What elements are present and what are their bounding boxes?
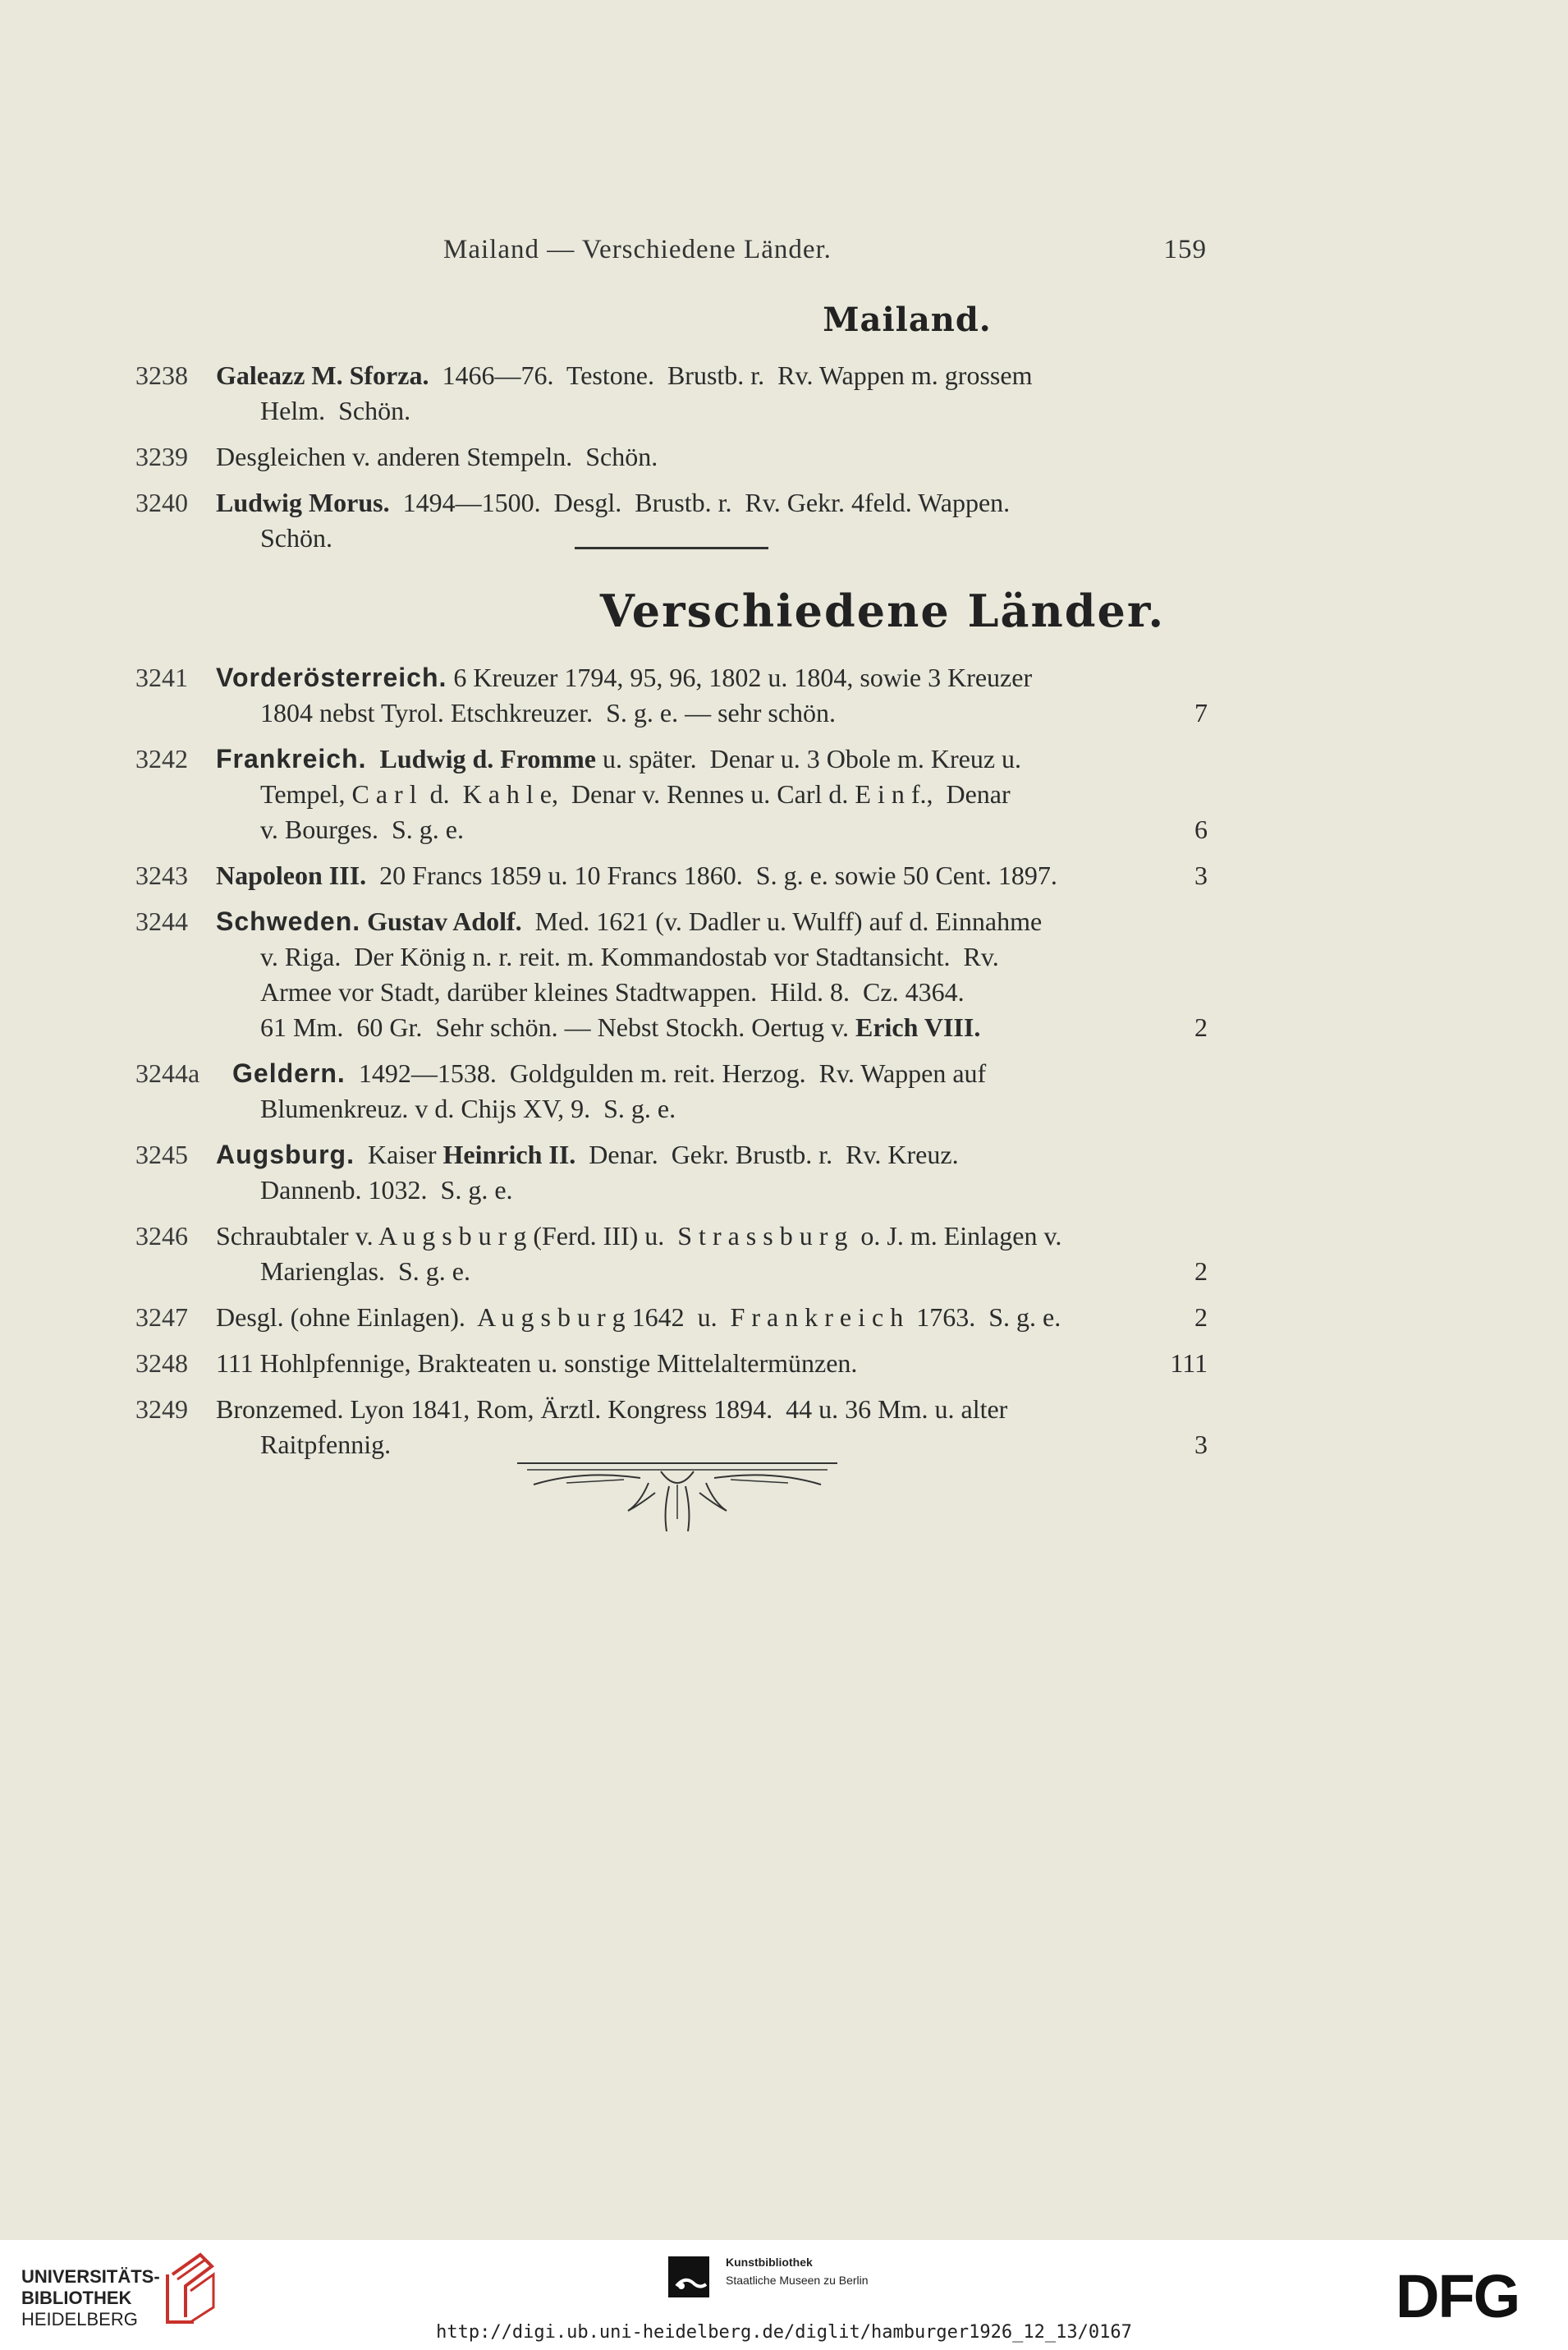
lot-number: 3238 bbox=[135, 360, 188, 390]
entry-text-part: Med. 1621 (v. Dadler u. Wulff) auf d. Einnahme bbox=[521, 906, 1043, 936]
lot-number: 3248 bbox=[135, 1348, 188, 1378]
entry-heading: Augsburg. bbox=[216, 1140, 355, 1169]
entry-text-part: 1466—76. Testone. Brustb. r. Rv. Wappen m. grossem bbox=[429, 360, 1033, 390]
lot-quantity: 3 bbox=[1194, 1430, 1208, 1459]
lot-quantity: 2 bbox=[1194, 1256, 1208, 1286]
catalogue-entry bbox=[135, 741, 1208, 847]
library-logo-icon bbox=[161, 2250, 218, 2324]
entry-line bbox=[260, 393, 1208, 429]
lot-number: 3246 bbox=[135, 1221, 188, 1251]
entry-line bbox=[260, 939, 1208, 975]
entry-text bbox=[260, 1254, 470, 1289]
entry-text bbox=[260, 777, 1011, 812]
library-line-1: UNIVERSITÄTS- bbox=[21, 2266, 160, 2287]
entry-heading: Gustav Adolf. bbox=[367, 906, 522, 936]
lot-number: 3249 bbox=[135, 1394, 188, 1424]
entry-line bbox=[260, 1091, 1208, 1127]
library-name bbox=[21, 2266, 160, 2330]
entry-line bbox=[216, 858, 1208, 893]
lot-quantity: 3 bbox=[1194, 861, 1208, 890]
entry-text-part bbox=[360, 906, 367, 936]
entry-line bbox=[260, 975, 1208, 1010]
entry-text bbox=[216, 358, 1032, 393]
entry-heading: Ludwig Morus. bbox=[216, 488, 390, 517]
entry-line bbox=[260, 1254, 1208, 1289]
lot-quantity: 2 bbox=[1194, 1302, 1208, 1332]
entry-line bbox=[216, 1346, 1208, 1381]
museum-name bbox=[726, 2253, 869, 2289]
lot-quantity: 2 bbox=[1194, 1012, 1208, 1042]
entry-line bbox=[216, 1392, 1208, 1427]
entry-text-part: 1492—1538. Goldgulden m. reit. Herzog. Rv. Wappen auf bbox=[345, 1058, 987, 1088]
entry-heading: Frankreich. bbox=[216, 744, 367, 773]
entry-line bbox=[216, 1300, 1208, 1335]
entry-text bbox=[260, 695, 836, 731]
museum-line-2: Staatliche Museen zu Berlin bbox=[726, 2274, 869, 2287]
lot-number: 3242 bbox=[135, 744, 188, 773]
entry-text-part: Raitpfennig. bbox=[260, 1430, 392, 1459]
lot-quantity: 6 bbox=[1194, 815, 1208, 844]
kunstbibliothek-logo-icon bbox=[668, 2253, 714, 2299]
catalogue-entry bbox=[135, 1346, 1208, 1381]
entry-text-part: Desgleichen v. anderen Stempeln. Schön. bbox=[216, 442, 658, 471]
entry-line bbox=[216, 741, 1208, 777]
entry-text bbox=[216, 1346, 857, 1381]
entry-line bbox=[260, 812, 1208, 847]
entry-text bbox=[216, 1300, 1061, 1335]
entry-text bbox=[216, 904, 1042, 939]
entry-line bbox=[260, 777, 1208, 812]
lot-quantity: 7 bbox=[1194, 698, 1208, 727]
catalogue-entry bbox=[135, 904, 1208, 1045]
entry-text bbox=[216, 1392, 1007, 1427]
entry-text-part: Armee vor Stadt, darüber kleines Stadtwappen. Hild. 8. Cz. 4364. bbox=[260, 977, 965, 1007]
entry-line bbox=[216, 660, 1208, 695]
entry-line bbox=[216, 1219, 1208, 1254]
catalogue-entry bbox=[135, 358, 1208, 429]
entry-text-part: 1804 nebst Tyrol. Etschkreuzer. S. g. e. — sehr schön. bbox=[260, 698, 837, 727]
entry-text-part: Desgl. (ohne Einlagen). A u g s b u r g 1642 u. F r a n k r e i c h 1763. S. g. e. bbox=[216, 1302, 1061, 1332]
library-line-3: HEIDELBERG bbox=[21, 2309, 138, 2329]
catalogue-entry bbox=[135, 858, 1208, 893]
lot-number: 3244 bbox=[135, 906, 188, 936]
entry-text bbox=[216, 741, 1021, 777]
entry-text bbox=[216, 1137, 959, 1173]
entry-text bbox=[216, 1219, 1061, 1254]
lot-number: 3239 bbox=[135, 442, 188, 471]
entry-heading: Galeazz M. Sforza. bbox=[216, 360, 429, 390]
entry-text-part: 6 Kreuzer 1794, 95, 96, 1802 u. 1804, sowie 3 Kreuzer bbox=[447, 663, 1033, 692]
lot-number: 3241 bbox=[135, 663, 188, 692]
section-divider bbox=[575, 547, 768, 549]
entry-text bbox=[260, 1010, 980, 1045]
catalogue-entry bbox=[135, 439, 1208, 475]
lot-number: 3243 bbox=[135, 861, 188, 890]
entry-text bbox=[260, 1427, 391, 1462]
entry-text-part: u. später. Denar u. 3 Obole m. Kreuz u. bbox=[595, 744, 1022, 773]
lot-number: 3247 bbox=[135, 1302, 188, 1332]
entry-text-part: Bronzemed. Lyon 1841, Rom, Ärztl. Kongress 1894. 44 u. 36 Mm. u. alter bbox=[216, 1394, 1008, 1424]
running-head-title: Mailand — Verschiedene Länder. bbox=[443, 235, 832, 264]
entry-line bbox=[260, 1173, 1208, 1208]
entry-text-part: Schraubtaler v. A u g s b u r g (Ferd. III) u. S t r a s s b u r g o. J. m. Einlagen v. bbox=[216, 1221, 1062, 1251]
entry-text-part: Blumenkreuz. v d. Chijs XV, 9. S. g. e. bbox=[260, 1094, 676, 1123]
catalogue-entry bbox=[135, 1137, 1208, 1208]
entry-text-part: 111 Hohlpfennige, Brakteaten u. sonstige Mittelaltermünzen. bbox=[216, 1348, 858, 1378]
entry-line bbox=[216, 439, 1208, 475]
entry-heading: Schweden. bbox=[216, 906, 361, 936]
entry-text bbox=[260, 1091, 676, 1127]
entry-text bbox=[232, 1056, 986, 1091]
catalogue-entry bbox=[135, 485, 1208, 556]
entry-text bbox=[260, 393, 410, 429]
ornament-icon bbox=[517, 1453, 837, 1552]
entry-heading: Heinrich II. bbox=[442, 1140, 576, 1169]
entry-heading: Napoleon III. bbox=[216, 861, 367, 890]
entry-line bbox=[260, 521, 1208, 556]
entry-heading: Vorderösterreich. bbox=[216, 663, 447, 692]
entry-line bbox=[216, 904, 1208, 939]
entry-text-part: Tempel, C a r l d. K a h l e, Denar v. Rennes u. Carl d. E i n f., Denar bbox=[260, 779, 1011, 809]
entry-text-part bbox=[367, 744, 380, 773]
entry-heading: Geldern. bbox=[232, 1058, 346, 1088]
entry-heading: Ludwig d. Fromme bbox=[379, 744, 596, 773]
entry-text-part: v. Riga. Der König n. r. reit. m. Kommandostab vor Stadtansicht. Rv. bbox=[260, 942, 999, 971]
dfg-logo: DFG bbox=[1396, 2262, 1520, 2330]
entry-text-part: Schön. bbox=[260, 523, 332, 553]
entry-text bbox=[216, 485, 1010, 521]
lot-number: 3245 bbox=[135, 1140, 188, 1169]
entry-text-part: Kaiser bbox=[354, 1140, 443, 1169]
lot-number: 3244a bbox=[135, 1058, 200, 1088]
entry-text-part: v. Bourges. S. g. e. bbox=[260, 815, 464, 844]
entry-line bbox=[260, 1010, 1208, 1045]
entry-text bbox=[260, 812, 464, 847]
entry-text bbox=[216, 439, 658, 475]
entry-text-part: Marienglas. S. g. e. bbox=[260, 1256, 470, 1286]
entry-text-part: Helm. Schön. bbox=[260, 396, 411, 425]
museum-line-1: Kunstbibliothek bbox=[726, 2256, 813, 2269]
entry-text-part: 20 Francs 1859 u. 10 Francs 1860. S. g. e. sowie 50 Cent. 1897. bbox=[366, 861, 1057, 890]
lot-number: 3240 bbox=[135, 488, 188, 517]
catalogue-entry bbox=[135, 1219, 1208, 1289]
catalogue-entry bbox=[135, 1056, 1208, 1127]
entry-line bbox=[232, 1056, 1208, 1091]
section-title-verschiedene-laender: Verschiedene Länder. bbox=[599, 585, 1166, 637]
entry-text bbox=[260, 939, 999, 975]
entry-text bbox=[260, 975, 965, 1010]
lot-quantity: 111 bbox=[1170, 1348, 1208, 1378]
entry-text-part: Denar. Gekr. Brustb. r. Rv. Kreuz. bbox=[575, 1140, 959, 1169]
entry-text-part: 1494—1500. Desgl. Brustb. r. Rv. Gekr. 4feld. Wappen. bbox=[389, 488, 1011, 517]
page-number: 159 bbox=[1163, 235, 1207, 264]
entry-text bbox=[216, 858, 1057, 893]
catalogue-entry bbox=[135, 660, 1208, 731]
entry-text bbox=[216, 660, 1032, 695]
entry-text bbox=[260, 1173, 513, 1208]
entry-line bbox=[260, 695, 1208, 731]
entry-text-part: Dannenb. 1032. S. g. e. bbox=[260, 1175, 513, 1205]
catalogue-entry bbox=[135, 1392, 1208, 1462]
section-title-mailand: Mailand. bbox=[823, 301, 992, 339]
entry-line bbox=[216, 485, 1208, 521]
entry-line bbox=[216, 358, 1208, 393]
catalogue-entry bbox=[135, 1300, 1208, 1335]
entry-text bbox=[260, 521, 332, 556]
entry-text-part: 61 Mm. 60 Gr. Sehr schön. — Nebst Stockh. Oertug v. bbox=[260, 1012, 855, 1042]
library-line-2: BIBLIOTHEK bbox=[21, 2288, 132, 2308]
entry-line bbox=[216, 1137, 1208, 1173]
source-url[interactable]: http://digi.ub.uni-heidelberg.de/diglit/hamburger1926_12_13/0167 bbox=[436, 2322, 1132, 2343]
entry-heading: Erich VIII. bbox=[855, 1012, 981, 1042]
